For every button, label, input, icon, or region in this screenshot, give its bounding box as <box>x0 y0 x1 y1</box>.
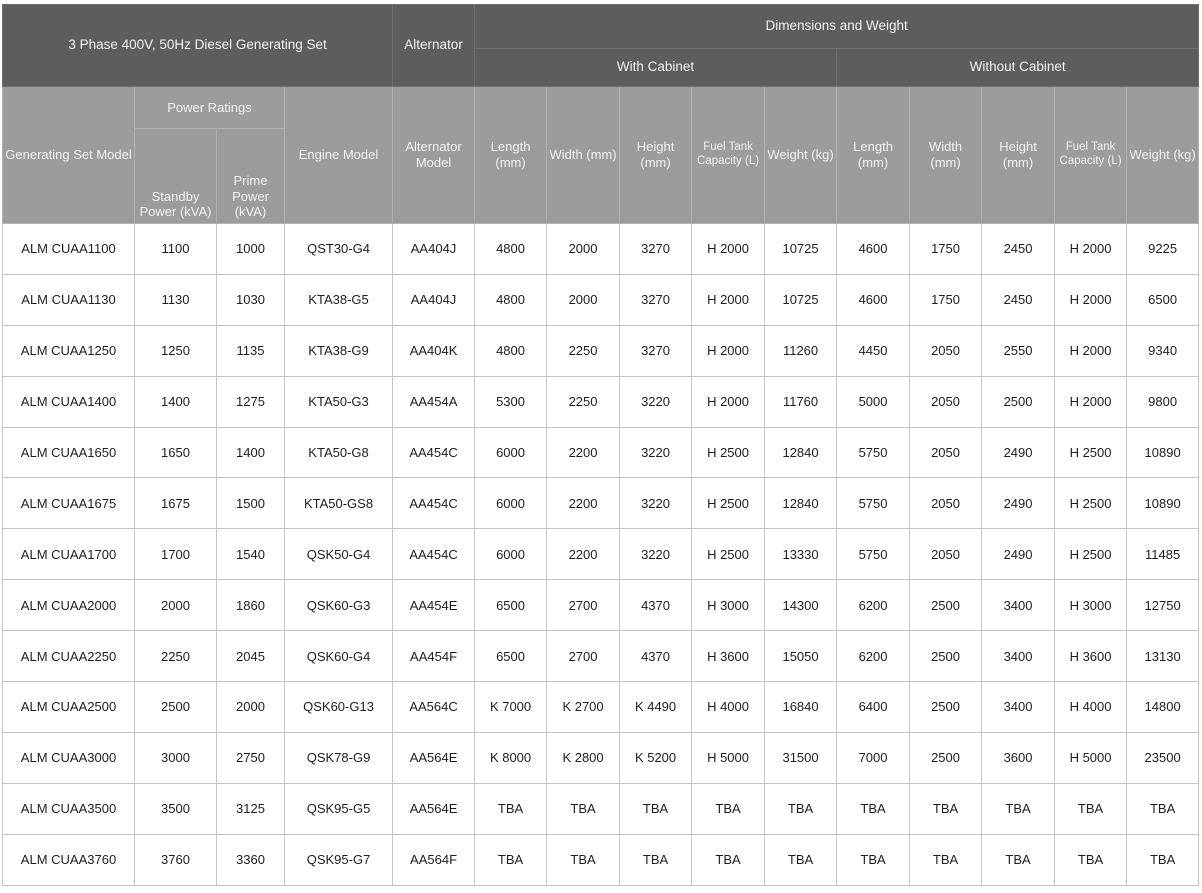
engine-model-cell: KTA50-G8 <box>285 427 393 478</box>
nc-width-cell: 2050 <box>910 325 982 376</box>
dimensions-weight-header: Dimensions and Weight <box>475 5 1199 49</box>
with-cabinet-header: With Cabinet <box>475 49 837 87</box>
prime-power-cell: 3125 <box>217 783 285 834</box>
table-row <box>3 631 1199 682</box>
engine-model-cell: QST30-G4 <box>285 224 393 275</box>
wc-length-cell: 6000 <box>475 529 547 580</box>
prime-power-cell: 1135 <box>217 325 285 376</box>
nc-height-cell: 3400 <box>982 580 1055 631</box>
table-row <box>3 529 1199 580</box>
nc-width-cell: 2050 <box>910 427 982 478</box>
alternator-model-cell: AA454C <box>393 427 475 478</box>
wc-fuel-cell: H 2000 <box>692 325 765 376</box>
wc-width-cell: K 2800 <box>547 732 620 783</box>
standby-power-cell: 1130 <box>135 274 217 325</box>
wc-weight-header: Weight (kg) <box>765 87 837 224</box>
nc-fuel-cell: H 2500 <box>1055 427 1127 478</box>
wc-weight-cell: 16840 <box>765 682 837 733</box>
wc-weight-cell: 10725 <box>765 274 837 325</box>
wc-length-cell: 6000 <box>475 478 547 529</box>
table-row <box>3 834 1199 885</box>
nc-length-cell: TBA <box>837 783 910 834</box>
wc-fuel-cell: H 2500 <box>692 478 765 529</box>
model-cell: ALM CUAA1650 <box>3 427 135 478</box>
table-row <box>3 732 1199 783</box>
nc-length-cell: 6200 <box>837 580 910 631</box>
model-header: Generating Set Model <box>3 87 135 224</box>
table-row <box>3 783 1199 834</box>
nc-height-cell: 2450 <box>982 274 1055 325</box>
wc-height-cell: 3270 <box>620 224 692 275</box>
nc-weight-cell: 11485 <box>1127 529 1199 580</box>
wc-weight-cell: 11260 <box>765 325 837 376</box>
wc-weight-cell: 12840 <box>765 478 837 529</box>
nc-length-cell: 6400 <box>837 682 910 733</box>
nc-width-cell: TBA <box>910 783 982 834</box>
wc-length-cell: 4800 <box>475 224 547 275</box>
nc-length-cell: 7000 <box>837 732 910 783</box>
model-cell: ALM CUAA3760 <box>3 834 135 885</box>
nc-fuel-cell: H 2500 <box>1055 529 1127 580</box>
standby-power-cell: 1700 <box>135 529 217 580</box>
wc-length-cell: K 8000 <box>475 732 547 783</box>
nc-weight-cell: 13130 <box>1127 631 1199 682</box>
nc-length-cell: 5750 <box>837 427 910 478</box>
wc-width-header: Width (mm) <box>547 87 620 224</box>
nc-length-cell: 5000 <box>837 376 910 427</box>
standby-power-cell: 2250 <box>135 631 217 682</box>
alternator-model-cell: AA454A <box>393 376 475 427</box>
nc-weight-header: Weight (kg) <box>1127 87 1199 224</box>
nc-height-header: Height (mm) <box>982 87 1055 224</box>
standby-power-cell: 3000 <box>135 732 217 783</box>
nc-width-header: Width (mm) <box>910 87 982 224</box>
model-cell: ALM CUAA3000 <box>3 732 135 783</box>
wc-width-cell: 2200 <box>547 478 620 529</box>
nc-fuel-cell: TBA <box>1055 834 1127 885</box>
wc-fuel-cell: H 2500 <box>692 427 765 478</box>
nc-length-cell: 4600 <box>837 274 910 325</box>
engine-model-header: Engine Model <box>285 87 393 224</box>
nc-weight-cell: 6500 <box>1127 274 1199 325</box>
nc-height-cell: 3600 <box>982 732 1055 783</box>
prime-power-cell: 1000 <box>217 224 285 275</box>
table-row <box>3 376 1199 427</box>
nc-weight-cell: 10890 <box>1127 427 1199 478</box>
wc-height-cell: 3220 <box>620 376 692 427</box>
wc-width-cell: 2250 <box>547 376 620 427</box>
nc-fuel-cell: H 4000 <box>1055 682 1127 733</box>
wc-height-cell: 4370 <box>620 580 692 631</box>
alternator-model-cell: AA564F <box>393 834 475 885</box>
nc-weight-cell: TBA <box>1127 783 1199 834</box>
wc-width-cell: 2700 <box>547 631 620 682</box>
nc-fuel-cell: H 3000 <box>1055 580 1127 631</box>
table-body <box>3 224 1199 886</box>
nc-width-cell: TBA <box>910 834 982 885</box>
standby-power-cell: 2500 <box>135 682 217 733</box>
nc-width-cell: 2050 <box>910 529 982 580</box>
wc-width-cell: 2200 <box>547 529 620 580</box>
wc-length-header: Length (mm) <box>475 87 547 224</box>
nc-height-cell: 2490 <box>982 529 1055 580</box>
prime-power-cell: 2045 <box>217 631 285 682</box>
wc-length-cell: 4800 <box>475 274 547 325</box>
wc-width-cell: TBA <box>547 834 620 885</box>
nc-width-cell: 2500 <box>910 682 982 733</box>
engine-model-cell: QSK50-G4 <box>285 529 393 580</box>
alternator-model-cell: AA564E <box>393 783 475 834</box>
model-cell: ALM CUAA2000 <box>3 580 135 631</box>
engine-model-cell: QSK60-G4 <box>285 631 393 682</box>
wc-weight-cell: 14300 <box>765 580 837 631</box>
model-cell: ALM CUAA1100 <box>3 224 135 275</box>
wc-width-cell: K 2700 <box>547 682 620 733</box>
engine-model-cell: KTA50-GS8 <box>285 478 393 529</box>
standby-power-cell: 3760 <box>135 834 217 885</box>
wc-length-cell: 5300 <box>475 376 547 427</box>
standby-power-cell: 1250 <box>135 325 217 376</box>
wc-fuel-cell: TBA <box>692 834 765 885</box>
model-cell: ALM CUAA2500 <box>3 682 135 733</box>
wc-width-cell: TBA <box>547 783 620 834</box>
engine-model-cell: QSK60-G13 <box>285 682 393 733</box>
wc-height-cell: 3220 <box>620 478 692 529</box>
table-header <box>3 5 1199 224</box>
nc-height-cell: 2450 <box>982 224 1055 275</box>
nc-length-cell: 5750 <box>837 478 910 529</box>
alternator-model-cell: AA454C <box>393 478 475 529</box>
standby-power-cell: 1675 <box>135 478 217 529</box>
table-title: 3 Phase 400V, 50Hz Diesel Generating Set <box>3 5 393 87</box>
nc-fuel-cell: H 2000 <box>1055 325 1127 376</box>
engine-model-cell: QSK95-G5 <box>285 783 393 834</box>
wc-height-cell: K 4490 <box>620 682 692 733</box>
nc-height-cell: 3400 <box>982 631 1055 682</box>
model-cell: ALM CUAA3500 <box>3 783 135 834</box>
prime-power-cell: 1400 <box>217 427 285 478</box>
wc-length-cell: 6000 <box>475 427 547 478</box>
nc-width-cell: 2500 <box>910 732 982 783</box>
standby-power-cell: 1400 <box>135 376 217 427</box>
alternator-model-cell: AA404K <box>393 325 475 376</box>
wc-length-cell: TBA <box>475 783 547 834</box>
wc-length-cell: TBA <box>475 834 547 885</box>
alternator-model-cell: AA404J <box>393 224 475 275</box>
wc-length-cell: 6500 <box>475 580 547 631</box>
wc-height-cell: TBA <box>620 834 692 885</box>
wc-fuel-cell: H 2000 <box>692 376 765 427</box>
wc-fuel-cell: H 4000 <box>692 682 765 733</box>
wc-height-cell: K 5200 <box>620 732 692 783</box>
nc-weight-cell: 14800 <box>1127 682 1199 733</box>
wc-weight-cell: 15050 <box>765 631 837 682</box>
nc-fuel-cell: TBA <box>1055 783 1127 834</box>
wc-fuel-cell: H 5000 <box>692 732 765 783</box>
nc-length-cell: 4600 <box>837 224 910 275</box>
nc-length-cell: 6200 <box>837 631 910 682</box>
table-row <box>3 325 1199 376</box>
nc-length-cell: 4450 <box>837 325 910 376</box>
nc-length-header: Length (mm) <box>837 87 910 224</box>
nc-weight-cell: 10890 <box>1127 478 1199 529</box>
power-ratings-header: Power Ratings <box>135 87 285 129</box>
standby-power-cell: 3500 <box>135 783 217 834</box>
nc-fuel-cell: H 2000 <box>1055 274 1127 325</box>
model-cell: ALM CUAA1400 <box>3 376 135 427</box>
prime-power-header: Prime Power (kVA) <box>217 129 285 224</box>
alternator-group-header: Alternator <box>393 5 475 87</box>
nc-weight-cell: 23500 <box>1127 732 1199 783</box>
prime-power-cell: 2000 <box>217 682 285 733</box>
engine-model-cell: KTA38-G5 <box>285 274 393 325</box>
engine-model-cell: QSK95-G7 <box>285 834 393 885</box>
prime-power-cell: 3360 <box>217 834 285 885</box>
wc-fuel-cell: H 3600 <box>692 631 765 682</box>
nc-width-cell: 2050 <box>910 376 982 427</box>
nc-width-cell: 2500 <box>910 631 982 682</box>
wc-fuel-header: Fuel Tank Capacity (L) <box>692 87 765 224</box>
nc-fuel-cell: H 2000 <box>1055 224 1127 275</box>
alternator-model-cell: AA454F <box>393 631 475 682</box>
table-row <box>3 427 1199 478</box>
table-row <box>3 682 1199 733</box>
prime-power-cell: 1275 <box>217 376 285 427</box>
wc-width-cell: 2000 <box>547 224 620 275</box>
nc-height-cell: 2490 <box>982 478 1055 529</box>
nc-height-cell: TBA <box>982 783 1055 834</box>
model-cell: ALM CUAA1675 <box>3 478 135 529</box>
table-row <box>3 224 1199 275</box>
wc-height-cell: TBA <box>620 783 692 834</box>
wc-width-cell: 2250 <box>547 325 620 376</box>
wc-height-header: Height (mm) <box>620 87 692 224</box>
standby-power-cell: 1650 <box>135 427 217 478</box>
nc-weight-cell: 9340 <box>1127 325 1199 376</box>
nc-height-cell: TBA <box>982 834 1055 885</box>
nc-fuel-cell: H 5000 <box>1055 732 1127 783</box>
alternator-model-header: Alternator Model <box>393 87 475 224</box>
nc-length-cell: 5750 <box>837 529 910 580</box>
without-cabinet-header: Without Cabinet <box>837 49 1199 87</box>
wc-weight-cell: 10725 <box>765 224 837 275</box>
wc-weight-cell: 13330 <box>765 529 837 580</box>
table-row <box>3 478 1199 529</box>
wc-fuel-cell: H 3000 <box>692 580 765 631</box>
standby-power-cell: 2000 <box>135 580 217 631</box>
wc-weight-cell: 12840 <box>765 427 837 478</box>
wc-height-cell: 3270 <box>620 325 692 376</box>
spec-table <box>2 4 1199 886</box>
wc-width-cell: 2200 <box>547 427 620 478</box>
nc-height-cell: 2500 <box>982 376 1055 427</box>
prime-power-cell: 1540 <box>217 529 285 580</box>
nc-width-cell: 1750 <box>910 274 982 325</box>
wc-length-cell: K 7000 <box>475 682 547 733</box>
wc-weight-cell: 31500 <box>765 732 837 783</box>
engine-model-cell: KTA50-G3 <box>285 376 393 427</box>
spec-table-container <box>2 4 1198 886</box>
model-cell: ALM CUAA2250 <box>3 631 135 682</box>
nc-width-cell: 1750 <box>910 224 982 275</box>
nc-height-cell: 2550 <box>982 325 1055 376</box>
nc-fuel-cell: H 2000 <box>1055 376 1127 427</box>
alternator-model-cell: AA454C <box>393 529 475 580</box>
wc-fuel-cell: H 2500 <box>692 529 765 580</box>
wc-width-cell: 2000 <box>547 274 620 325</box>
wc-weight-cell: TBA <box>765 834 837 885</box>
standby-power-header: Standby Power (kVA) <box>135 129 217 224</box>
wc-height-cell: 3220 <box>620 529 692 580</box>
nc-fuel-cell: H 3600 <box>1055 631 1127 682</box>
nc-height-cell: 3400 <box>982 682 1055 733</box>
nc-weight-cell: 9800 <box>1127 376 1199 427</box>
wc-fuel-cell: TBA <box>692 783 765 834</box>
wc-fuel-cell: H 2000 <box>692 274 765 325</box>
wc-length-cell: 6500 <box>475 631 547 682</box>
engine-model-cell: QSK60-G3 <box>285 580 393 631</box>
nc-width-cell: 2050 <box>910 478 982 529</box>
nc-width-cell: 2500 <box>910 580 982 631</box>
wc-height-cell: 3220 <box>620 427 692 478</box>
model-cell: ALM CUAA1130 <box>3 274 135 325</box>
engine-model-cell: KTA38-G9 <box>285 325 393 376</box>
model-cell: ALM CUAA1250 <box>3 325 135 376</box>
nc-fuel-header: Fuel Tank Capacity (L) <box>1055 87 1127 224</box>
nc-height-cell: 2490 <box>982 427 1055 478</box>
standby-power-cell: 1100 <box>135 224 217 275</box>
table-row <box>3 274 1199 325</box>
alternator-model-cell: AA564E <box>393 732 475 783</box>
nc-weight-cell: 12750 <box>1127 580 1199 631</box>
wc-height-cell: 4370 <box>620 631 692 682</box>
engine-model-cell: QSK78-G9 <box>285 732 393 783</box>
prime-power-cell: 1500 <box>217 478 285 529</box>
table-row <box>3 580 1199 631</box>
nc-fuel-cell: H 2500 <box>1055 478 1127 529</box>
prime-power-cell: 1860 <box>217 580 285 631</box>
nc-weight-cell: 9225 <box>1127 224 1199 275</box>
alternator-model-cell: AA404J <box>393 274 475 325</box>
prime-power-cell: 2750 <box>217 732 285 783</box>
wc-weight-cell: TBA <box>765 783 837 834</box>
nc-weight-cell: TBA <box>1127 834 1199 885</box>
alternator-model-cell: AA454E <box>393 580 475 631</box>
wc-width-cell: 2700 <box>547 580 620 631</box>
wc-length-cell: 4800 <box>475 325 547 376</box>
alternator-model-cell: AA564C <box>393 682 475 733</box>
nc-length-cell: TBA <box>837 834 910 885</box>
model-cell: ALM CUAA1700 <box>3 529 135 580</box>
wc-height-cell: 3270 <box>620 274 692 325</box>
prime-power-cell: 1030 <box>217 274 285 325</box>
wc-weight-cell: 11760 <box>765 376 837 427</box>
wc-fuel-cell: H 2000 <box>692 224 765 275</box>
